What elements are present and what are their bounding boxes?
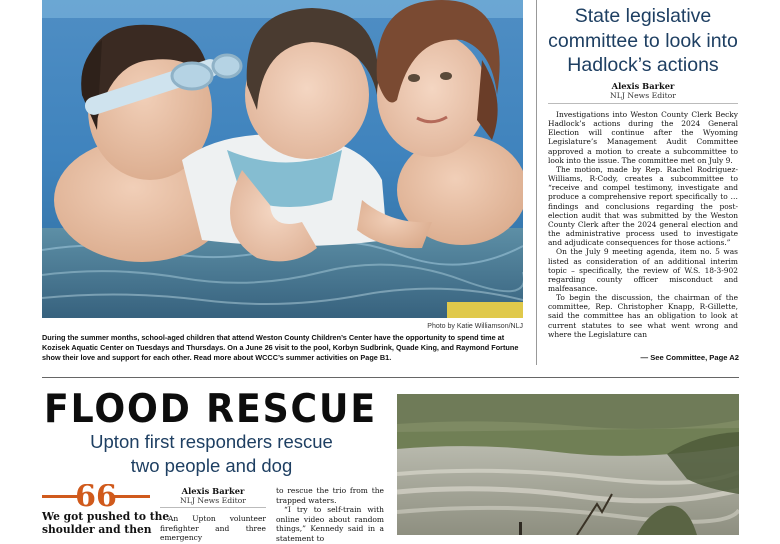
byline-rule bbox=[160, 507, 266, 508]
flood-article-author-role: NLJ News Editor bbox=[180, 496, 246, 505]
flood-rescue-deck bbox=[44, 430, 379, 478]
body-paragraph: Investigations into Weston County Clerk Becky Hadlock’s actions during the 2024 General Election will continue after the Wyoming Legislature’s Management Audit Committee approved a motion to create a subcommittee to look into the issue. The committee met on July 9. bbox=[548, 110, 738, 165]
body-paragraph: To begin the discussion, the chairman of the committee, Rep. Christopher Knapp, R-Gillette, said the committee has an obligation to look at current statutes to see what went wrong and where the Legislature can bbox=[548, 293, 738, 339]
body-paragraph: An Upton volunteer firefighter and three emergency bbox=[160, 514, 266, 543]
quote-glyph: 66 bbox=[75, 484, 117, 508]
photo-caption: During the summer months, school-aged children that attend Weston County Children’s Center have the opportunity to spend time at Kozisek Aquatic Center on Tuesdays and Thursdays. On a June 26 visit to the pool, Korbyn Sudbrink, Quade King, and Raymond Fortune show their love and support for each other. Read more about WCCC’s summer activities on Page B1. bbox=[42, 333, 519, 363]
section-divider bbox=[42, 377, 739, 378]
side-article-body bbox=[548, 110, 738, 339]
flood-rescue-headline[interactable]: FLOOD RESCUE bbox=[44, 387, 377, 432]
flood-photo bbox=[397, 394, 739, 535]
continued-jump-link[interactable]: — See Committee, Page A2 bbox=[640, 353, 739, 362]
deck-line: Upton first responders rescue bbox=[90, 431, 333, 452]
pull-quote-line: shoulder and then bbox=[42, 522, 152, 536]
photo-credit: Photo by Katie Williamson/NLJ bbox=[427, 323, 523, 330]
pull-quote bbox=[42, 510, 170, 536]
quote-mark-icon bbox=[42, 484, 150, 508]
flood-article-column-1 bbox=[160, 514, 266, 543]
byline-rule bbox=[548, 103, 738, 104]
body-paragraph: On the July 9 meeting agenda, item no. 5 was listed as consideration of an additional interim topic – specifically, the review of W.S. 18-3-902 regarding county officer misconduct and malfeasance. bbox=[548, 247, 738, 293]
side-article-author: Alexis Barker bbox=[611, 81, 675, 91]
side-article-headline[interactable] bbox=[548, 4, 738, 78]
body-paragraph: “I try to self-train with online video about random things,” Kennedy said in a statement to bbox=[276, 505, 384, 543]
body-paragraph: The motion, made by Rep. Rachel Rodriguez-Williams, R-Cody, creates a subcommittee to “receive and compel testimony, investigate and produce a comprehensive report specifically to … findings and conclusions regarding the post-election audit that was submitted by the Weston County Clerk after the 2024 general election and the administrative process used to investigate and adjudicate consequences for those actions.” bbox=[548, 164, 738, 248]
headline-line: committee to look into bbox=[548, 29, 738, 52]
side-article-author-role: NLJ News Editor bbox=[610, 91, 676, 100]
deck-line: two people and dog bbox=[130, 455, 293, 476]
column-divider bbox=[536, 0, 537, 365]
body-paragraph: to rescue the trio from the trapped waters. bbox=[276, 486, 384, 505]
top-photo-children-pool bbox=[42, 0, 523, 318]
headline-line: State legislative bbox=[574, 5, 712, 27]
flood-article-author: Alexis Barker bbox=[181, 486, 245, 496]
headline-line: Hadlock’s actions bbox=[567, 54, 719, 76]
pull-quote-line: We got pushed to the bbox=[42, 510, 170, 523]
